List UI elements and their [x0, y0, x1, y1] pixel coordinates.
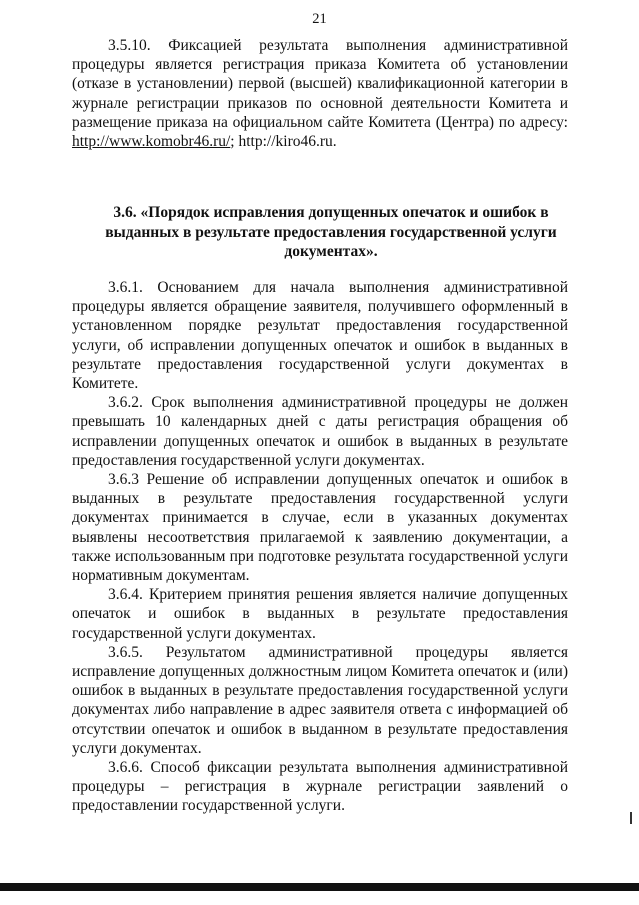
- paragraph-3-6-4: 3.6.4. Критерием принятия решения является наличие допущенных опечаток и ошибок в выданных в результате предоставления государственной услуги документах.: [72, 586, 568, 642]
- page-number: 21: [312, 11, 327, 27]
- scan-margin-mark: [630, 812, 632, 824]
- paragraph-3-6-2: 3.6.2. Срок выполнения административной процедуры не должен превышать 10 календарных дней с даты регистрация обращения об исправлении допущенных опечаток и ошибок в выданных в результате предоставления государственной услуги документах.: [72, 394, 568, 469]
- scan-bottom-border: [0, 883, 639, 891]
- section-3-6-body: [72, 278, 568, 816]
- link-separator: ;: [230, 133, 239, 151]
- paragraph-3-5-10-text: 3.5.10. Фиксацией результата выполнения административной процедуры является регистрация приказа Комитета об установлении (отказе в установлении) первой (высшей) квалификационной категории в журнале регистрации приказов по основной деятельности Комитета и размещение приказа на официальном сайте Комитета (Центра) по адресу:: [72, 37, 568, 131]
- paragraph-3-6-1: 3.6.1. Основанием для начала выполнения административной процедуры является обращение заявителя, получившего оформленный в установленном порядке результат предоставления государственной услуги, об исправлении допущенных опечаток и ошибок в выданных в результате предоставления государственной услуги документах в Комитете.: [72, 279, 568, 393]
- kiro46-link[interactable]: http://kiro46.ru.: [238, 133, 337, 151]
- section-3-5-10: [72, 36, 568, 151]
- paragraph-3-6-3: 3.6.3 Решение об исправлении допущенных опечаток и ошибок в выданных в результате предоставления государственной услуги документах принимается в случае, если в указанных документах выявлены несоответствия прилагаемой к заявлению документации, а также использованным при подготовке результата государственной услуги нормативным документам.: [72, 471, 568, 585]
- paragraph-3-6-5: 3.6.5. Результатом административной процедуры является исправление допущенных должностным лицом Комитета опечаток и (или) ошибок в выданных в результате предоставления государственной услуги документах либо направление в адрес заявителя ответа с информацией об отсутствии опечаток и ошибок в выданном в результате предоставления услуги документах.: [72, 643, 568, 757]
- paragraph-3-6-6: 3.6.6. Способ фиксации результата выполнения административной процедуры – регистрация в журнале регистрации заявлений о предоставлении государственной услуги.: [72, 759, 568, 815]
- komobr46-link[interactable]: http://www.komobr46.ru/: [72, 133, 231, 151]
- section-3-6-heading: 3.6. «Порядок исправления допущенных опечаток и ошибок в выданных в результате предоставления государственной услуги документах».: [105, 204, 557, 260]
- paragraph-3-5-10: [72, 36, 568, 151]
